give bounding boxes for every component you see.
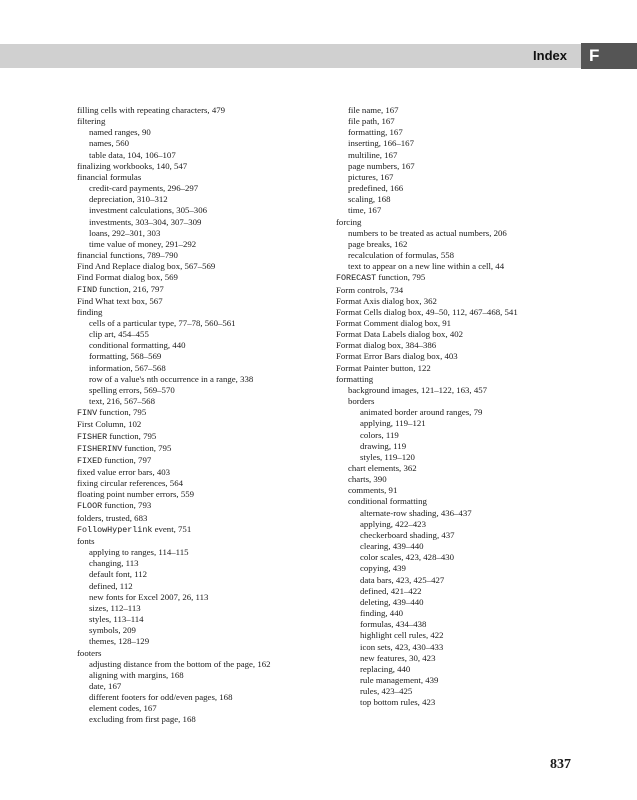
entry-text: element codes, 167 (89, 703, 157, 714)
entry-text: scaling, 168 (348, 194, 391, 205)
index-entry (77, 228, 307, 239)
entry-text: date, 167 (89, 680, 122, 691)
index-entry (77, 419, 307, 430)
entry-text: Find And Replace dialog box, 567–569 (77, 261, 216, 272)
entry-text: borders (348, 396, 375, 407)
entry-text: alternate-row shading, 436–437 (360, 507, 472, 518)
index-entry (77, 138, 307, 149)
entry-text: text to appear on a new line within a cell, 44 (348, 261, 505, 272)
index-entry (336, 318, 626, 329)
entry-text: file path, 167 (348, 116, 395, 127)
entry-text: formatting, 568–569 (89, 351, 162, 362)
entry-text: icon sets, 423, 430–433 (360, 641, 444, 652)
index-entry (336, 619, 626, 630)
index-entry (336, 194, 626, 205)
entry-text: loans, 292–301, 303 (89, 227, 161, 238)
entry-text: function, 795 (122, 442, 172, 453)
entry-text: animated border around ranges, 79 (360, 407, 483, 418)
index-entry (77, 569, 307, 580)
entry-text: formulas, 434–438 (360, 619, 427, 630)
entry-text: pictures, 167 (348, 171, 394, 182)
entry-text: Format Error Bars dialog box, 403 (336, 351, 458, 362)
index-entry (336, 285, 626, 296)
index-entry (77, 116, 307, 127)
index-entry (77, 183, 307, 194)
entry-text: themes, 128–129 (89, 636, 150, 647)
index-entry (77, 455, 307, 467)
index-entry (77, 127, 307, 138)
index-entry (77, 296, 307, 307)
entry-text: comments, 91 (348, 485, 398, 496)
entry-text: highlight cell rules, 422 (360, 630, 444, 641)
index-entry (77, 105, 307, 116)
index-entry (336, 441, 626, 452)
index-entry (77, 161, 307, 172)
function-name: FISHER (77, 431, 108, 442)
entry-text: financial functions, 789–790 (77, 250, 178, 261)
entry-text: rule management, 439 (360, 674, 439, 685)
index-entry (336, 296, 626, 307)
index-entry (336, 329, 626, 340)
entry-text: predefined, 166 (348, 183, 404, 194)
entry-text: inserting, 166–167 (348, 138, 414, 149)
index-entry (336, 642, 626, 653)
index-entry (77, 603, 307, 614)
index-entry (336, 396, 626, 407)
index-entry (336, 250, 626, 261)
index-entry (77, 659, 307, 670)
index-entry (336, 183, 626, 194)
index-entry (77, 431, 307, 443)
index-entry (77, 524, 307, 536)
entry-text: time, 167 (348, 205, 382, 216)
index-column-left (77, 105, 307, 726)
index-entry (77, 703, 307, 714)
index-entry (77, 614, 307, 625)
entry-text: replacing, 440 (360, 663, 411, 674)
entry-text: credit-card payments, 296–297 (89, 183, 199, 194)
index-entry (77, 648, 307, 659)
entry-text: file name, 167 (348, 105, 399, 115)
header-bar (0, 44, 637, 68)
index-entry (336, 552, 626, 563)
index-entry (77, 636, 307, 647)
entry-text: styles, 119–120 (360, 451, 415, 462)
entry-text: First Column, 102 (77, 419, 142, 430)
function-name: FISHERINV (77, 443, 123, 454)
index-entry (336, 563, 626, 574)
entry-text: event, 751 (152, 523, 192, 534)
entry-text: footers (77, 647, 102, 658)
entry-text: changing, 113 (89, 558, 139, 569)
page-number: 837 (550, 757, 571, 772)
index-entry (336, 407, 626, 418)
entry-text: multiline, 167 (348, 149, 398, 160)
entry-text: Format Data Labels dialog box, 402 (336, 329, 464, 340)
index-entry (336, 630, 626, 641)
entry-text: Format Comment dialog box, 91 (336, 317, 452, 328)
entry-text: top bottom rules, 423 (360, 697, 436, 708)
index-entry (336, 261, 626, 272)
entry-text: finalizing workbooks, 140, 547 (77, 160, 188, 171)
entry-text: Find What text box, 567 (77, 295, 163, 306)
function-name: FIND (77, 284, 98, 295)
index-entry (77, 272, 307, 283)
index-entry (336, 597, 626, 608)
entry-text: spelling errors, 569–570 (89, 384, 175, 395)
index-entry (77, 558, 307, 569)
index-column-right (336, 105, 626, 708)
index-entry (77, 205, 307, 216)
entry-text: defined, 112 (89, 580, 133, 591)
index-entry (336, 519, 626, 530)
entry-text: colors, 119 (360, 429, 399, 440)
entry-text: text, 216, 567–568 (89, 396, 155, 407)
index-entry (77, 363, 307, 374)
index-entry (336, 530, 626, 541)
index-entry (336, 205, 626, 216)
index-entry (77, 592, 307, 603)
entry-text: chart elements, 362 (348, 463, 417, 473)
entry-text: different footers for odd/even pages, 168 (89, 692, 233, 703)
entry-text: conditional formatting, 440 (89, 340, 186, 351)
index-entry (336, 463, 626, 474)
entry-text: forcing (336, 216, 362, 227)
entry-text: formatting, 167 (348, 127, 403, 138)
entry-text: table data, 104, 106–107 (89, 149, 176, 160)
index-entry (336, 307, 626, 318)
entry-text: function, 797 (102, 454, 152, 465)
entry-text: checkerboard shading, 437 (360, 529, 455, 540)
index-entry (336, 340, 626, 351)
index-entry (77, 396, 307, 407)
entry-text: named ranges, 90 (89, 127, 151, 138)
index-entry (336, 686, 626, 697)
index-entry (77, 318, 307, 329)
entry-text: finding, 440 (360, 608, 404, 619)
entry-text: default font, 112 (89, 569, 148, 580)
index-entry (336, 127, 626, 138)
index-entry (336, 430, 626, 441)
entry-text: investment calculations, 305–306 (89, 205, 208, 216)
index-entry (77, 581, 307, 592)
entry-text: aligning with margins, 168 (89, 669, 184, 680)
section-tab: F (581, 43, 637, 69)
index-entry (77, 307, 307, 318)
entry-text: new fonts for Excel 2007, 26, 113 (89, 591, 209, 602)
entry-text: adjusting distance from the bottom of the page, 162 (89, 658, 271, 669)
index-entry (77, 374, 307, 385)
entry-text: Format Cells dialog box, 49–50, 112, 467–468, 541 (336, 306, 518, 317)
index-entry (77, 536, 307, 547)
entry-text: names, 560 (89, 138, 130, 149)
index-entry (336, 374, 626, 385)
entry-text: filling cells with repeating characters, 479 (77, 105, 226, 115)
entry-text: deleting, 439–440 (360, 596, 424, 607)
index-entry (336, 116, 626, 127)
entry-text: styles, 113–114 (89, 614, 144, 625)
index-entry (336, 172, 626, 183)
entry-text: time value of money, 291–292 (89, 238, 197, 249)
index-entry (77, 385, 307, 396)
index-entry (336, 217, 626, 228)
index-entry (336, 664, 626, 675)
index-entry (77, 500, 307, 512)
entry-text: numbers to be treated as actual numbers, 206 (348, 227, 507, 238)
entry-text: Format dialog box, 384–386 (336, 340, 437, 351)
index-entry (336, 105, 626, 116)
entry-text: defined, 421–422 (360, 585, 422, 596)
index-entry (336, 418, 626, 429)
index-entry (336, 272, 626, 284)
index-entry (336, 452, 626, 463)
entry-text: Format Axis dialog box, 362 (336, 295, 437, 306)
index-entry (336, 675, 626, 686)
entry-text: function, 795 (376, 272, 426, 283)
index-entry (77, 714, 307, 725)
entry-text: applying, 422–423 (360, 518, 426, 529)
index-entry (336, 239, 626, 250)
entry-text: page numbers, 167 (348, 160, 415, 171)
function-name: FollowHyperlink (77, 524, 153, 535)
entry-text: conditional formatting (348, 496, 427, 507)
index-entry (336, 496, 626, 507)
index-entry (77, 329, 307, 340)
index-entry (336, 485, 626, 496)
entry-text: fixing circular references, 564 (77, 478, 183, 489)
entry-text: information, 567–568 (89, 362, 166, 373)
index-entry (77, 467, 307, 478)
entry-text: formatting (336, 373, 374, 384)
function-name: FLOOR (77, 501, 103, 512)
entry-text: floating point number errors, 559 (77, 489, 195, 500)
entry-text: drawing, 119 (360, 440, 407, 451)
index-entry (77, 625, 307, 636)
index-entry (77, 351, 307, 362)
function-name: FIXED (77, 455, 103, 466)
index-entry (77, 670, 307, 681)
index-entry (77, 239, 307, 250)
entry-text: depreciation, 310–312 (89, 194, 168, 205)
entry-text: function, 216, 797 (97, 283, 164, 294)
entry-text: folders, trusted, 683 (77, 512, 148, 523)
header-label: Index (533, 48, 567, 63)
index-entry (336, 575, 626, 586)
entry-text: function, 795 (97, 407, 147, 418)
index-entry (336, 474, 626, 485)
function-name: FORECAST (336, 273, 377, 284)
index-entry (336, 138, 626, 149)
entry-text: copying, 439 (360, 563, 406, 574)
index-entry (336, 228, 626, 239)
entry-text: applying to ranges, 114–115 (89, 547, 189, 558)
index-entry (77, 513, 307, 524)
entry-text: charts, 390 (348, 474, 387, 485)
entry-text: new features, 30, 423 (360, 652, 436, 663)
index-entry (336, 586, 626, 597)
entry-text: sizes, 112–113 (89, 602, 141, 613)
index-entry (336, 351, 626, 362)
index-entry (77, 340, 307, 351)
index-entry (77, 478, 307, 489)
index-entry (77, 547, 307, 558)
entry-text: symbols, 209 (89, 625, 136, 636)
entry-text: Find Format dialog box, 569 (77, 272, 178, 283)
entry-text: function, 793 (102, 500, 152, 511)
index-entry (77, 194, 307, 205)
index-entry (77, 443, 307, 455)
index-entry (336, 541, 626, 552)
index-entry (77, 681, 307, 692)
entry-text: investments, 303–304, 307–309 (89, 216, 202, 227)
index-entry (336, 161, 626, 172)
entry-text: finding (77, 306, 103, 317)
index-entry (77, 150, 307, 161)
entry-text: filtering (77, 116, 106, 127)
index-entry (336, 385, 626, 396)
entry-text: fixed value error bars, 403 (77, 467, 171, 477)
entry-text: applying, 119–121 (360, 418, 426, 429)
index-entry (336, 363, 626, 374)
entry-text: Form controls, 734 (336, 284, 404, 295)
index-entry (77, 261, 307, 272)
index-entry (77, 489, 307, 500)
index-entry (77, 284, 307, 296)
entry-text: function, 795 (107, 430, 157, 441)
index-entry (336, 150, 626, 161)
entry-text: data bars, 423, 425–427 (360, 574, 445, 585)
index-entry (336, 697, 626, 708)
index-entry (336, 608, 626, 619)
entry-text: page breaks, 162 (348, 238, 408, 249)
entry-text: fonts (77, 535, 95, 546)
entry-text: excluding from first page, 168 (89, 714, 196, 725)
entry-text: Format Painter button, 122 (336, 362, 431, 373)
entry-text: background images, 121–122, 163, 457 (348, 384, 488, 395)
entry-text: color scales, 423, 428–430 (360, 552, 455, 563)
entry-text: financial formulas (77, 171, 142, 182)
index-entry (77, 250, 307, 261)
entry-text: cells of a particular type, 77–78, 560–561 (89, 317, 236, 328)
entry-text: rules, 423–425 (360, 686, 413, 697)
index-entry (336, 653, 626, 664)
entry-text: row of a value's nth occurrence in a range, 338 (89, 373, 254, 384)
entry-text: recalculation of formulas, 558 (348, 250, 455, 261)
index-entry (77, 692, 307, 703)
index-entry (77, 217, 307, 228)
index-entry (336, 508, 626, 519)
index-entry (77, 407, 307, 419)
index-entry (77, 172, 307, 183)
entry-text: clearing, 439–440 (360, 541, 424, 552)
function-name: FINV (77, 408, 98, 419)
entry-text: clip art, 454–455 (89, 329, 149, 340)
